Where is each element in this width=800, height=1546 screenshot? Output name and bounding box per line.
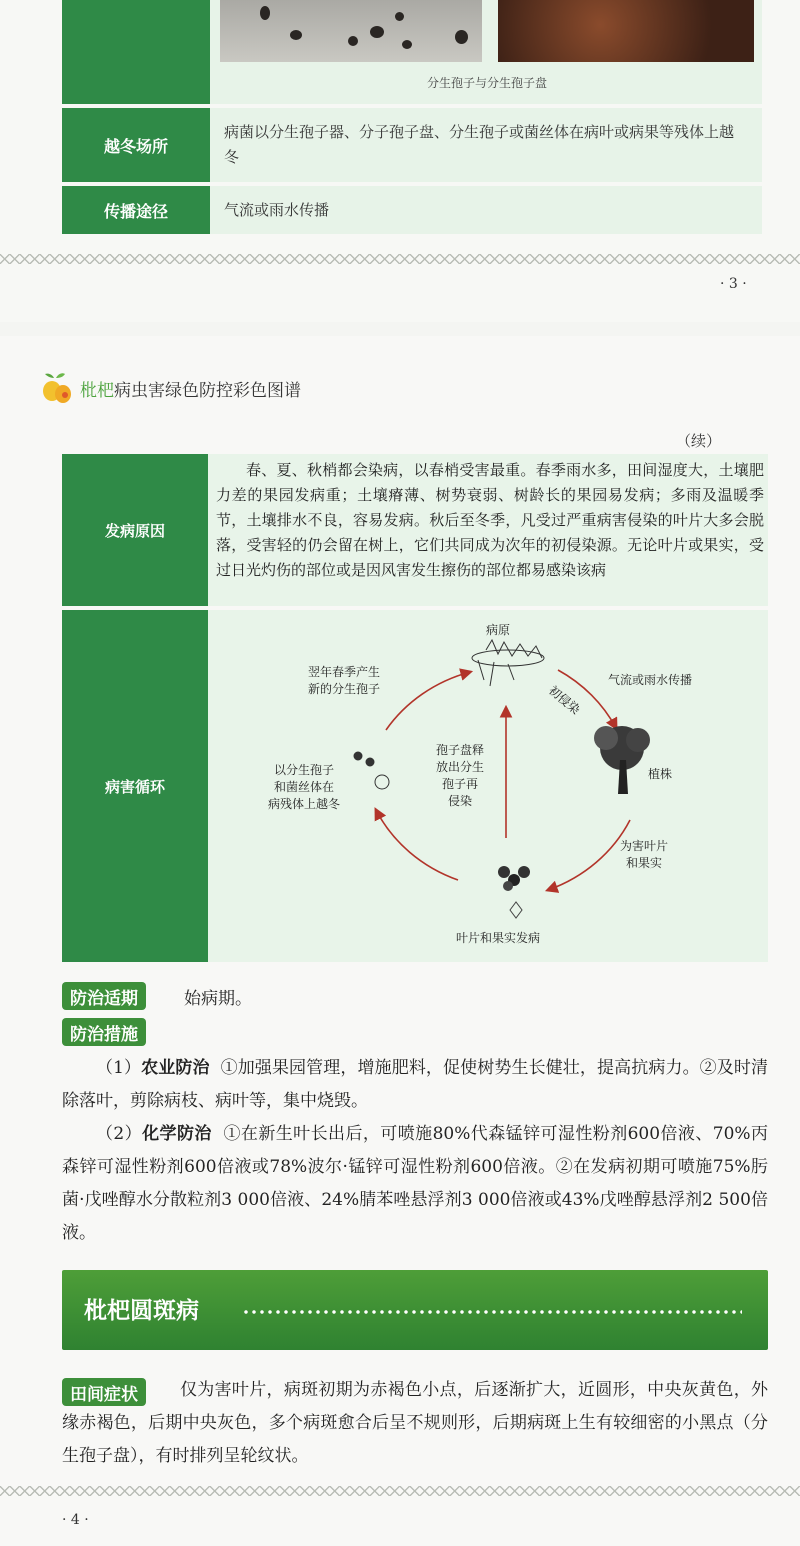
debris-icon — [354, 752, 389, 789]
field-symptoms-body: 仅为害叶片，病斑初期为赤褐色小点，后逐渐扩大，近圆形，中央灰黄色，外缘赤褐色，后期中央灰色，多个病斑愈合后呈不规则形，后期病斑上生有较细密的小黑点（分生孢子盘），有时排列呈轮纹状。 — [62, 1380, 768, 1466]
arrow-damage — [548, 820, 630, 890]
measure-2-num: （2） — [96, 1124, 143, 1144]
loquat-logo-icon — [38, 370, 74, 406]
measure-1-title: 农业防治 — [141, 1058, 210, 1078]
book-header — [38, 368, 301, 408]
spore-disc-photo — [498, 0, 754, 62]
label-reinfect-3: 孢子再 — [442, 777, 479, 791]
measure-1-text: ①加强果园管理，增施肥料，促使树势生长健壮，提高抗病力。②及时清除落叶，剪除病枝、病叶等，集中烧毁。 — [62, 1058, 769, 1111]
label-next-spring-1: 翌年春季产生 — [308, 665, 381, 679]
book-title-accent: 枇杷 — [80, 380, 114, 401]
continued-label: （续） — [676, 432, 722, 450]
label-overwinter-1: 以分生孢子 — [274, 763, 335, 777]
tag-control-timing: 防治适期 — [62, 982, 146, 1010]
cause-text: 春、夏、秋梢都会染病，以春梢受害最重。春季雨水多，田间湿度大，土壤肥力差的果园发病重；土壤瘠薄、树势衰弱、树龄长的果园易发病；多雨及温暖季节，土壤排水不良，容易发病。秋后至冬季，凡受过严重病害侵染的叶片大多会脱落，受害轻的仍会留在树上，它们共同成为次年的初侵染源。无论叶片或果实，受过日光灼伤的部位或是因风害发生擦伤的部位都易感染该病 — [216, 461, 764, 579]
measure-1-num: （1） — [96, 1058, 142, 1078]
page-number-4: · 4 · — [62, 1512, 89, 1528]
spore-photo-micro — [220, 0, 482, 62]
diseased-fruit-icon — [498, 866, 530, 918]
tag-field-symptoms: 田间症状 — [62, 1378, 146, 1406]
row-label-spread: 传播途径 — [62, 186, 210, 234]
section-title: 枇杷圆斑病 — [84, 1298, 199, 1324]
page-divider-bottom — [0, 1486, 800, 1496]
disease-cycle-diagram — [208, 610, 768, 962]
row-label-overwinter: 越冬场所 — [62, 108, 210, 182]
page-3 — [0, 0, 800, 322]
row-label-cause: 发病原因 — [62, 454, 208, 606]
tag-control-measures: 防治措施 — [62, 1018, 146, 1046]
label-damage-1: 为害叶片 — [620, 839, 669, 853]
table-label-photo — [62, 0, 210, 104]
label-reinfect-1: 孢子盘释 — [436, 743, 485, 757]
label-reinfect — [436, 742, 484, 810]
page-number-3: · 3 · — [720, 276, 747, 292]
row-text-spread: 气流或雨水传播 — [210, 186, 762, 234]
arrow-next-spring — [386, 672, 470, 730]
label-initial-infection: 初侵染 — [546, 683, 583, 718]
book-title-rest: 病虫害绿色防控彩色图谱 — [114, 380, 301, 401]
banner-dots — [242, 1310, 742, 1314]
label-reinfect-2: 放出分生 — [436, 760, 485, 774]
arrow-overwinter — [376, 810, 458, 880]
control-timing-text: 始病期。 — [184, 989, 252, 1009]
measure-2-text: ①在新生叶长出后，可喷施80%代森锰锌可湿性粉剂600倍液、70%丙森锌可湿性粉剂600倍液或78%波尔·锰锌可湿性粉剂600倍液。②在发病初期可喷施75%肟菌·戊唑醇水分散粒剂3 000倍液、24%腈苯唑悬浮剂3 000倍液或43%戊唑醇悬浮剂2 500倍液。 — [62, 1124, 768, 1243]
plant-tree-icon — [594, 726, 650, 794]
label-plant: 植株 — [648, 767, 673, 781]
label-spread: 气流或雨水传播 — [608, 673, 693, 687]
label-next-spring-2: 新的分生孢子 — [308, 682, 381, 696]
label-next-spring — [308, 664, 380, 698]
measure-2-title: 化学防治 — [142, 1124, 212, 1144]
photo-caption: 分生孢子与分生孢子盘 — [426, 76, 547, 90]
measure-agricultural — [62, 1052, 768, 1118]
label-damage-2: 和果实 — [626, 856, 663, 870]
measure-chemical — [62, 1118, 768, 1250]
label-damage — [620, 838, 668, 872]
page-divider — [0, 254, 800, 264]
book-title — [80, 376, 301, 401]
label-reinfect-4: 侵染 — [448, 794, 473, 808]
label-overwinter-2: 和菌丝体在 — [274, 780, 335, 794]
row-label-cycle: 病害循环 — [62, 610, 208, 962]
section-banner — [62, 1270, 768, 1350]
label-overwinter-3: 病残体上越冬 — [268, 797, 341, 811]
label-overwinter — [268, 762, 340, 813]
label-pathogen: 病原 — [486, 623, 511, 637]
row-text-overwinter: 病菌以分生孢子器、分子孢子盘、分生孢子或菌丝体在病叶或病果等残体上越冬 — [210, 108, 762, 182]
pathogen-icon — [472, 640, 544, 686]
label-onset: 叶片和果实发病 — [456, 931, 541, 945]
field-symptoms-text — [62, 1374, 768, 1473]
